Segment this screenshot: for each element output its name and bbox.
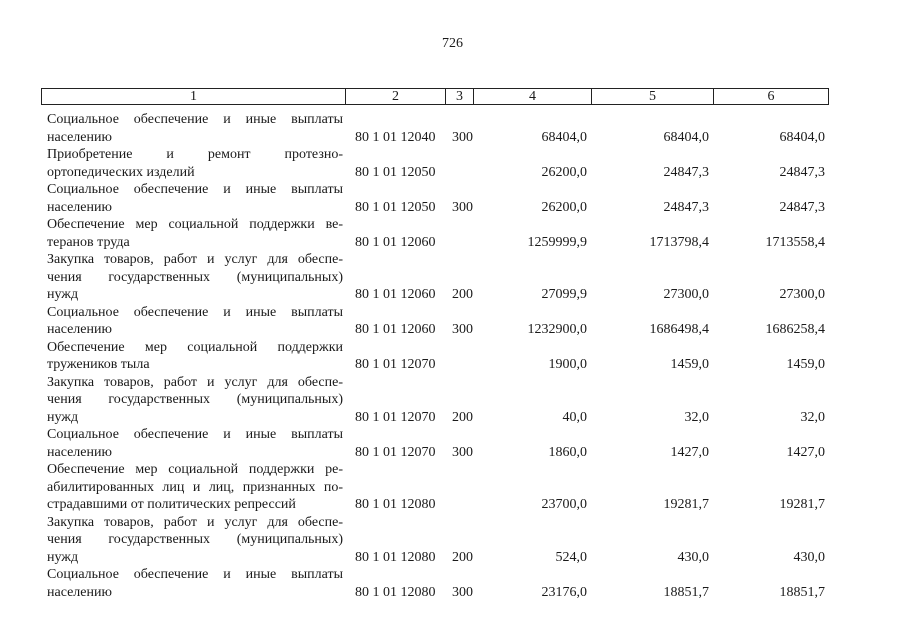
value-col-6: 32,0 bbox=[800, 409, 825, 425]
row-values bbox=[0, 164, 905, 182]
value-col-4: 1232900,0 bbox=[527, 322, 587, 337]
value-col-5: 24847,3 bbox=[663, 199, 709, 215]
value-col-4: 23700,0 bbox=[541, 497, 587, 512]
value-col-5: 1427,0 bbox=[670, 444, 709, 460]
table-row bbox=[0, 251, 905, 304]
budget-code: 80 1 01 12060 bbox=[355, 287, 436, 302]
expense-type: 300 bbox=[452, 322, 473, 337]
expense-type: 200 bbox=[452, 287, 473, 302]
table-row bbox=[0, 181, 905, 216]
description-line: чения государственных (муниципальных) bbox=[47, 532, 343, 547]
description-line: Закупка товаров, работ и услуг для обеспе- bbox=[47, 374, 343, 390]
value-col-6: 68404,0 bbox=[779, 129, 825, 145]
value-col-6: 430,0 bbox=[793, 549, 825, 565]
value-col-5: 430,0 bbox=[677, 549, 709, 565]
budget-code: 80 1 01 12070 bbox=[355, 357, 436, 372]
row-values bbox=[0, 321, 905, 339]
description-line: Обеспечение мер социальной поддержки bbox=[47, 339, 343, 355]
description-line: населению bbox=[47, 322, 112, 337]
value-col-4: 26200,0 bbox=[541, 164, 587, 180]
expense-type: 300 bbox=[452, 199, 473, 215]
description-line: Социальное обеспечение и иные выплаты bbox=[47, 427, 343, 442]
value-col-5: 27300,0 bbox=[663, 287, 709, 302]
description-line: Закупка товаров, работ и услуг для обеспе- bbox=[47, 252, 343, 267]
row-values bbox=[0, 496, 905, 514]
description-line: чения государственных (муниципальных) bbox=[47, 269, 343, 285]
description-line: Социальное обеспечение и иные выплаты bbox=[47, 304, 343, 320]
description-line: абилитированных лиц и лиц, признанных по- bbox=[47, 479, 343, 495]
table-row bbox=[0, 216, 905, 251]
description-line: чения государственных (муниципальных) bbox=[47, 392, 343, 407]
value-col-5: 1459,0 bbox=[670, 357, 709, 372]
table-row bbox=[0, 514, 905, 567]
header-col-6: 6 bbox=[767, 89, 775, 104]
table-row bbox=[0, 566, 905, 601]
value-col-6: 1686258,4 bbox=[765, 322, 825, 337]
header-col-2: 2 bbox=[346, 89, 446, 104]
budget-code: 80 1 01 12080 bbox=[355, 497, 436, 512]
value-col-5: 19281,7 bbox=[663, 497, 709, 512]
expense-type: 200 bbox=[452, 549, 473, 565]
table-body bbox=[0, 111, 905, 601]
header-col-4: 4 bbox=[474, 89, 592, 104]
value-col-6: 24847,3 bbox=[779, 199, 825, 215]
description-line: ортопедических изделий bbox=[47, 164, 195, 180]
expense-type: 200 bbox=[452, 409, 473, 425]
description-line: населению bbox=[47, 199, 112, 215]
table-row bbox=[0, 146, 905, 181]
value-col-6: 18851,7 bbox=[779, 584, 825, 600]
value-col-4: 1259999,9 bbox=[527, 234, 587, 250]
row-values bbox=[0, 409, 905, 427]
header-col-5: 5 bbox=[592, 89, 714, 104]
budget-code: 80 1 01 12080 bbox=[355, 584, 436, 600]
value-col-6: 27300,0 bbox=[779, 287, 825, 302]
description-line: страдавшими от политических репрессий bbox=[47, 497, 296, 512]
description-line: Приобретение и ремонт протезно- bbox=[47, 147, 343, 162]
page-number: 726 bbox=[442, 36, 463, 51]
description-line: нужд bbox=[47, 409, 79, 425]
value-col-4: 26200,0 bbox=[541, 199, 587, 215]
value-col-6: 1713558,4 bbox=[765, 234, 825, 250]
value-col-4: 68404,0 bbox=[541, 129, 587, 145]
budget-code: 80 1 01 12040 bbox=[355, 129, 436, 145]
budget-code: 80 1 01 12050 bbox=[355, 199, 436, 215]
value-col-4: 40,0 bbox=[562, 409, 587, 425]
description-line: Социальное обеспечение и иные выплаты bbox=[47, 112, 343, 127]
header-col-3: 3 bbox=[446, 89, 474, 104]
value-col-4: 23176,0 bbox=[541, 584, 587, 600]
expense-type: 300 bbox=[452, 584, 473, 600]
description-line: Обеспечение мер социальной поддержки ве- bbox=[47, 217, 343, 232]
row-values bbox=[0, 234, 905, 252]
description-line: нужд bbox=[47, 549, 79, 565]
expense-type: 300 bbox=[452, 129, 473, 145]
row-values bbox=[0, 286, 905, 304]
budget-code: 80 1 01 12070 bbox=[355, 444, 436, 460]
description-line: тружеников тыла bbox=[47, 357, 150, 372]
value-col-4: 1860,0 bbox=[548, 444, 587, 460]
value-col-6: 1427,0 bbox=[786, 444, 825, 460]
row-values bbox=[0, 356, 905, 374]
description-line: Обеспечение мер социальной поддержки ре- bbox=[47, 462, 343, 477]
expense-type: 300 bbox=[452, 444, 473, 460]
budget-code: 80 1 01 12050 bbox=[355, 164, 436, 180]
value-col-6: 24847,3 bbox=[779, 164, 825, 180]
row-values bbox=[0, 584, 905, 602]
table-row bbox=[0, 374, 905, 427]
row-values bbox=[0, 129, 905, 147]
description-line: населению bbox=[47, 129, 112, 145]
value-col-4: 524,0 bbox=[555, 549, 587, 565]
value-col-5: 1713798,4 bbox=[649, 234, 709, 250]
value-col-4: 1900,0 bbox=[548, 357, 587, 372]
table-row bbox=[0, 111, 905, 146]
header-col-1: 1 bbox=[42, 89, 346, 104]
budget-code: 80 1 01 12070 bbox=[355, 409, 436, 425]
description-line: Социальное обеспечение и иные выплаты bbox=[47, 567, 343, 582]
row-values bbox=[0, 199, 905, 217]
budget-code: 80 1 01 12060 bbox=[355, 322, 436, 337]
table-row bbox=[0, 339, 905, 374]
description-line: теранов труда bbox=[47, 234, 130, 250]
budget-code: 80 1 01 12080 bbox=[355, 549, 436, 565]
value-col-5: 32,0 bbox=[684, 409, 709, 425]
row-values bbox=[0, 444, 905, 462]
table-row bbox=[0, 461, 905, 514]
table-row bbox=[0, 304, 905, 339]
value-col-5: 24847,3 bbox=[663, 164, 709, 180]
table-header-row bbox=[41, 88, 829, 105]
value-col-6: 19281,7 bbox=[779, 497, 825, 512]
description-line: Социальное обеспечение и иные выплаты bbox=[47, 182, 343, 197]
description-line: населению bbox=[47, 584, 112, 600]
description-line: Закупка товаров, работ и услуг для обеспе- bbox=[47, 514, 343, 530]
table-row bbox=[0, 426, 905, 461]
value-col-5: 1686498,4 bbox=[649, 322, 709, 337]
value-col-6: 1459,0 bbox=[786, 357, 825, 372]
value-col-4: 27099,9 bbox=[541, 287, 587, 302]
row-values bbox=[0, 549, 905, 567]
budget-code: 80 1 01 12060 bbox=[355, 234, 436, 250]
value-col-5: 18851,7 bbox=[663, 584, 709, 600]
description-line: нужд bbox=[47, 287, 79, 302]
value-col-5: 68404,0 bbox=[663, 129, 709, 145]
description-line: населению bbox=[47, 444, 112, 460]
